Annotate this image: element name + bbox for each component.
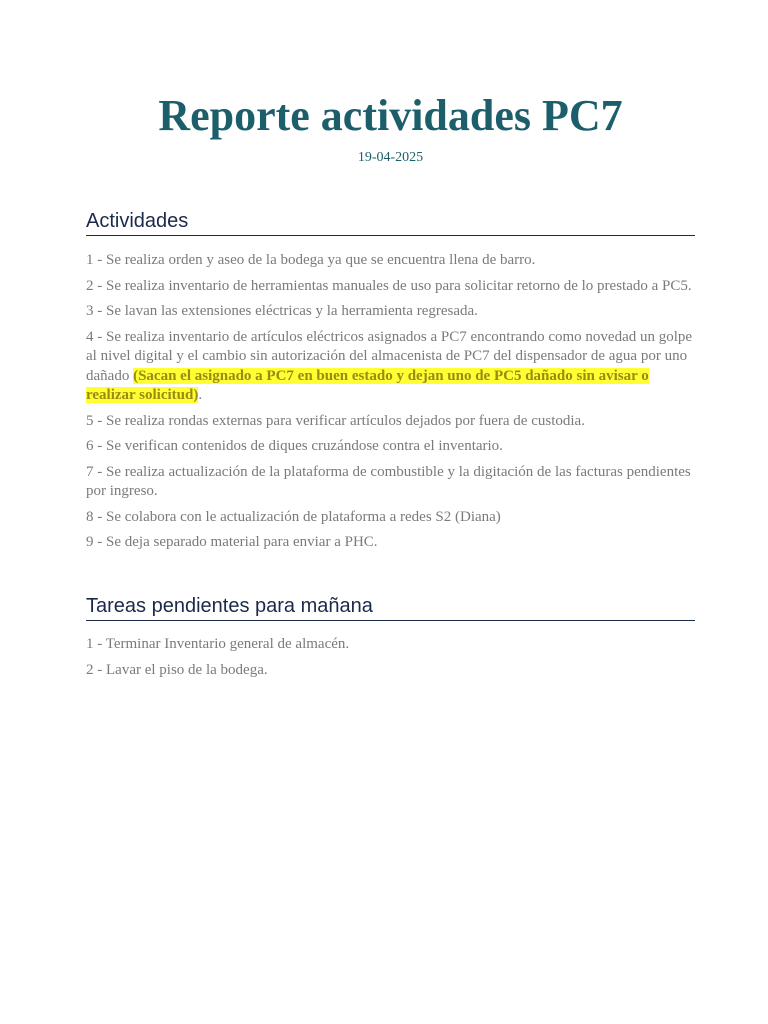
section-heading-tareas: Tareas pendientes para mañana (86, 593, 695, 621)
list-item: 6 - Se verifican contenidos de diques cruzándose contra el inventario. (86, 438, 503, 454)
list-item: 8 - Se colabora con le actualización de plataforma a redes S2 (Diana) (86, 508, 501, 525)
list-item: 4 - Se realiza inventario de artículos eléctricos asignados a PC7 encontrando como novedad un golpe al nivel digital y el cambio sin autorización del almacenista de PC7 del dispensador de agua por uno dañado (Sacan el asignado a PC7 en buen estado y dejan uno de PC5 dañado sin avisar o realizar solicitud). (86, 328, 693, 403)
report-title: Reporte actividades PC7 (158, 91, 623, 140)
report-date: 19-04-2025 (357, 150, 424, 165)
list-item: 5 - Se realiza rondas externas para verificar artículos dejados por fuera de custodia. (86, 412, 585, 429)
list-item: 2 - Se realiza inventario de herramientas manuales de uso para solicitar retorno de lo prestado a PC5. (86, 277, 692, 294)
section-heading-actividades: Actividades (86, 208, 695, 236)
highlighted-note: (Sacan el asignado a PC7 en buen estado y dejan uno de PC5 dañado sin avisar o realizar solicitud) (86, 367, 649, 403)
list-item: 1 - Terminar Inventario general de almacén. (86, 636, 350, 652)
actividades-list (86, 251, 695, 559)
list-item: 3 - Se lavan las extensiones eléctricas y la herramienta regresada. (86, 303, 478, 319)
tareas-list (86, 635, 695, 686)
list-item: 2 - Lavar el piso de la bodega. (86, 661, 268, 678)
list-item: 9 - Se deja separado material para enviar a PHC. (86, 534, 378, 550)
list-item: 1 - Se realiza orden y aseo de la bodega ya que se encuentra llena de barro. (86, 252, 536, 268)
list-item: 7 - Se realiza actualización de la plataforma de combustible y la digitación de las facturas pendientes por ingreso. (86, 463, 691, 499)
